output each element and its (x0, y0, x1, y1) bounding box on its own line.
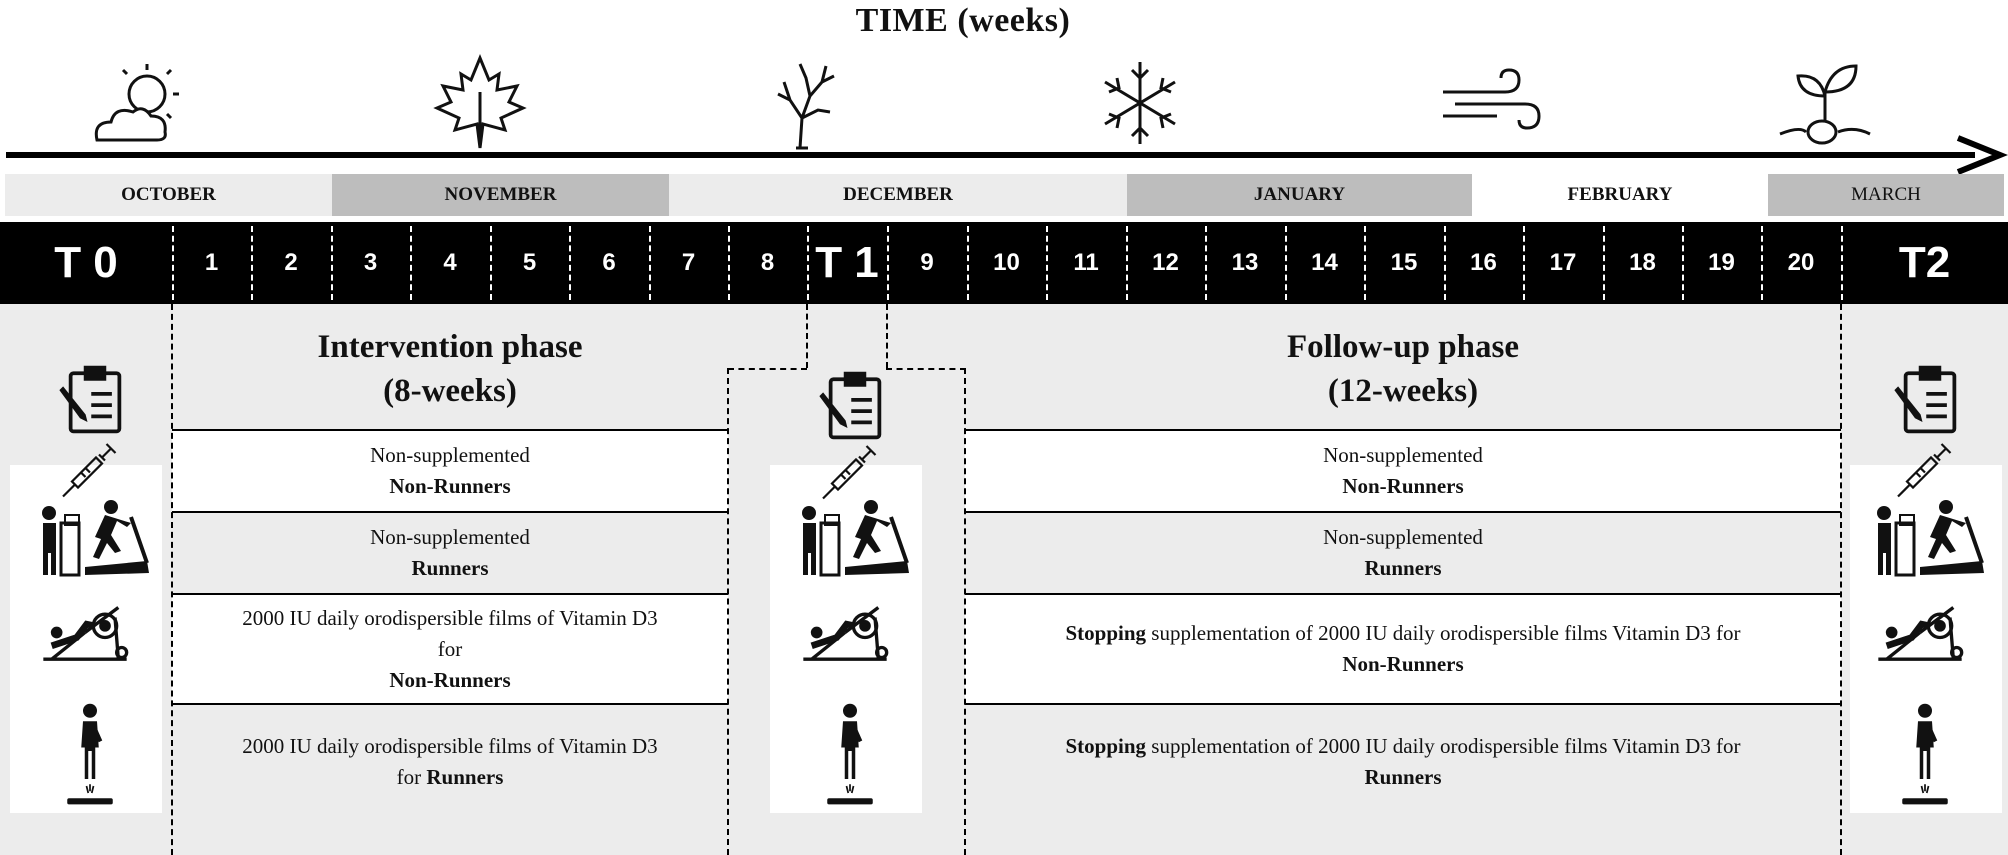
week-divider (1364, 226, 1366, 300)
month-october: OCTOBER (5, 174, 332, 216)
week-16: 16 (1470, 249, 1497, 276)
group-label: Runners (411, 556, 489, 580)
group-label: Non-Runners (389, 474, 511, 498)
leg-press-icon (1870, 595, 1970, 670)
week-10: 10 (993, 249, 1020, 276)
week-8: 8 (760, 249, 775, 276)
intervention-group-non-supplemented-non-runners (172, 430, 728, 512)
week-divider (1444, 226, 1446, 300)
group-label: Runners (1364, 765, 1442, 789)
week-4: 4 (443, 249, 457, 276)
followup-phase-title (965, 325, 1841, 413)
intervention-phase-title (172, 325, 728, 413)
week-12: 12 (1152, 249, 1179, 276)
week-9: 9 (920, 249, 934, 276)
group-label: Non-Runners (1342, 652, 1464, 676)
week-divider (1205, 226, 1207, 300)
week-divider (1841, 226, 1843, 300)
month-february: FEBRUARY (1472, 174, 1768, 216)
syringe-icon (812, 440, 882, 500)
week-5: 5 (522, 249, 537, 276)
group-line: Non-supplemented (1323, 443, 1483, 467)
group-line-text: supplementation of 2000 IU daily orodispersible films Vitamin D3 for (1146, 621, 1741, 645)
group-line (397, 762, 504, 793)
week-14: 14 (1311, 249, 1338, 276)
week-divider (410, 226, 412, 300)
t1-boundary (886, 304, 888, 368)
followup-group-stopping-runners (965, 704, 1841, 820)
week-divider (1682, 226, 1684, 300)
month-january: JANUARY (1127, 174, 1472, 216)
week-divider (1046, 226, 1048, 300)
group-line: Non-supplemented (370, 443, 530, 467)
timepoint-t2: T2 (1898, 238, 1951, 287)
week-7: 7 (681, 249, 696, 276)
week-divider (649, 226, 651, 300)
week-2: 2 (284, 249, 298, 276)
intervention-group-vitamin-d3-non-runners (172, 594, 728, 704)
group-label: Non-Runners (389, 667, 511, 692)
group-label: Non-Runners (1342, 474, 1464, 498)
body-scale-icon (55, 697, 125, 812)
intervention-group-vitamin-d3-runners (172, 704, 728, 820)
body-scale-icon (815, 697, 885, 812)
week-divider (490, 226, 492, 300)
questionnaire-icon (810, 368, 900, 443)
week-divider (967, 226, 969, 300)
intervention-group-non-supplemented-runners (172, 512, 728, 594)
group-line (1066, 731, 1741, 762)
group-label: Runners (1364, 556, 1442, 580)
timepoint-t0: T 0 (54, 238, 118, 287)
week-divider (807, 226, 809, 300)
body-scale-icon (1890, 697, 1960, 812)
followup-phase-label: Follow-up phase (1287, 329, 1519, 365)
questionnaire-icon (50, 362, 140, 437)
week-1: 1 (204, 249, 219, 276)
week-divider (569, 226, 571, 300)
t1-boundary (806, 304, 808, 368)
group-line: for (437, 636, 463, 661)
week-divider (1761, 226, 1763, 300)
group-line: Non-supplemented (1323, 525, 1483, 549)
followup-group-non-supplemented-runners (965, 512, 1841, 594)
questionnaire-icon (1885, 362, 1975, 437)
week-divider (1603, 226, 1605, 300)
treadmill-test-icon (35, 496, 155, 578)
week-13: 13 (1231, 249, 1259, 276)
followup-phase-duration: (12-weeks) (1327, 373, 1479, 409)
intervention-phase-label: Intervention phase (317, 329, 583, 365)
stopping-label: Stopping (1065, 621, 1147, 645)
week-divider (251, 226, 253, 300)
time-axis-title: TIME (weeks) (855, 2, 1071, 39)
timepoint-t1: T 1 (815, 238, 879, 287)
t1-boundary (728, 368, 807, 370)
group-line-prefix: for (396, 765, 427, 789)
week-divider (1126, 226, 1128, 300)
treadmill-test-icon (1870, 496, 1990, 578)
week-20: 20 (1787, 249, 1815, 276)
leg-press-icon (795, 595, 895, 670)
syringe-icon (52, 438, 122, 498)
month-march: MARCH (1768, 174, 2004, 216)
followup-group-non-supplemented-non-runners (965, 430, 1841, 512)
group-label: Runners (426, 765, 504, 789)
week-17: 17 (1549, 249, 1577, 276)
week-divider (1285, 226, 1287, 300)
stopping-label: Stopping (1065, 734, 1147, 758)
week-18: 18 (1629, 249, 1656, 276)
week-19: 19 (1708, 249, 1735, 276)
followup-group-stopping-non-runners (965, 594, 1841, 704)
syringe-icon (1887, 438, 1957, 498)
group-line (1066, 618, 1741, 649)
week-divider (331, 226, 333, 300)
month-december: DECEMBER (669, 174, 1127, 216)
time-arrow (0, 130, 2008, 180)
week-divider (172, 226, 174, 300)
group-line-text: supplementation of 2000 IU daily orodispersible films Vitamin D3 for (1146, 734, 1741, 758)
treadmill-test-icon (795, 496, 915, 578)
week-divider (1523, 226, 1525, 300)
week-3: 3 (363, 249, 378, 276)
week-divider (887, 226, 889, 300)
leg-press-icon (35, 595, 135, 670)
group-line: 2000 IU daily orodispersible films of Vitamin D3 (242, 734, 658, 758)
week-11: 11 (1073, 249, 1099, 276)
week-divider (728, 226, 730, 300)
group-line: 2000 IU daily orodispersible films of Vitamin D3 (242, 605, 658, 630)
intervention-phase-duration: (8-weeks) (383, 373, 517, 409)
week-6: 6 (602, 249, 616, 276)
month-november: NOVEMBER (332, 174, 669, 216)
week-15: 15 (1390, 249, 1418, 276)
group-line: Non-supplemented (370, 525, 530, 549)
